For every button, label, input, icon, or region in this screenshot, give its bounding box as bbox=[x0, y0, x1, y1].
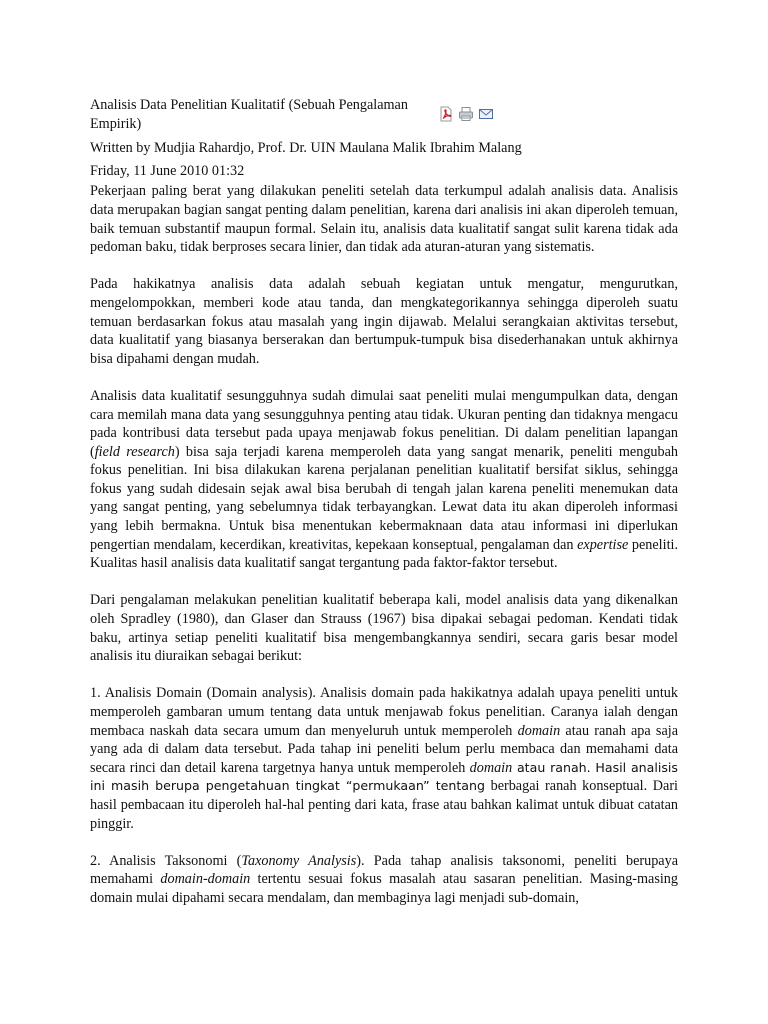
email-icon[interactable] bbox=[478, 106, 494, 122]
paragraph-6-text-e: tertentu sesuai fokus masalah atau sasaran penelitian. Masing-masing domain mulai dipahami secara mendalam, dan membaginya lagi menjadi sub-domain, bbox=[90, 871, 678, 906]
article-date: Friday, 11 June 2010 01:32 bbox=[90, 162, 245, 179]
paragraph-6-italic-taxonomy: Taxonomy Analysis bbox=[241, 852, 357, 869]
paragraph-3-italic-expertise: expertise bbox=[577, 536, 629, 553]
paragraph-6-text-c: ). Pada tahap analisis taksonomi, peneliti berupaya memahami bbox=[90, 852, 678, 888]
article-header bbox=[90, 96, 678, 133]
paragraph-5 bbox=[90, 684, 678, 833]
paragraph-5-text-a: 1. Analisis Domain (Domain analysis). Analisis domain pada hakikatnya adalah upaya peneliti untuk memperoleh gambaran umum tentang data untuk menjawab fokus penelitian. Caranya ialah dengan membaca naskah data secara umum dan menyeluruh untuk memperoleh bbox=[90, 685, 678, 739]
article-title-line2: Empirik) bbox=[90, 115, 142, 132]
paragraph-5-italic-domain-1: domain bbox=[517, 722, 561, 739]
paragraph-5-italic-domain-2: domain bbox=[469, 759, 513, 776]
article-title bbox=[90, 96, 435, 133]
paragraph-3-italic-field-research: field research bbox=[94, 443, 175, 460]
print-icon[interactable] bbox=[458, 106, 474, 122]
paragraph-1: Pekerjaan paling berat yang dilakukan peneliti setelah data terkumpul adalah analisis data. Analisis data merupakan bagian sangat penting dalam penelitian, karena dari analisis ini akan diperoleh temuan, baik temuan substantif maupun formal. Selain itu, analisis data kualitatif sangat sulit karena tidak ada pedoman baku, tidak berproses secara linier, dan tidak ada aturan-aturan yang sistematis. bbox=[90, 183, 678, 256]
pdf-icon[interactable] bbox=[438, 106, 454, 122]
paragraph-3-text-e: peneliti. Kualitas hasil analisis data kualitatif sangat tergantung pada faktor-faktor tersebut. bbox=[90, 536, 678, 572]
paragraph-3 bbox=[90, 387, 678, 573]
document-actions bbox=[438, 106, 494, 122]
paragraph-5-text-c: atau ranah apa saja yang ada di dalam data tersebut. Pada tahap ini peneliti belum perlu membaca dan memahami data secara rinci dan detail karena targetnya hanya untuk memperoleh bbox=[90, 722, 678, 776]
paragraph-3-text-c: ) bisa saja terjadi karena memperoleh data yang sangat menarik, peneliti mengubah fokus penelitian. Ini bisa dilakukan karena perjalanan penelitian kualitatif bersifat siklus, sehingga fokus yang sudah didesain sejak awal bisa berubah di tengah jalan karena peneliti menemukan data yang sangat penting, yang sebelumnya tidak terbayangkan. Lewat data itu akan diperoleh informasi yang lebih bermakna. Untuk bisa menentukan kebermaknaan data atau informasi ini diperlukan pengertian mendalam, kecerdikan, kreativitas, kepekaan konseptual, pengalaman dan bbox=[90, 443, 678, 553]
paragraph-5-text-f: berbagai ranah konseptual. Dari hasil pembacaan itu diperoleh hal-hal penting dari kata, frase atau bahkan kalimat untuk dibuat catatan pinggir. bbox=[90, 778, 678, 832]
paragraph-6-text-a: 2. Analisis Taksonomi ( bbox=[90, 852, 242, 869]
article bbox=[90, 96, 678, 908]
paragraph-4: Dari pengalaman melakukan penelitian kualitatif beberapa kali, model analisis data yang dikenalkan oleh Spradley (1980), dan Glaser dan Strauss (1967) bisa dipakai sebagai pedoman. Kendati tidak baku, artinya setiap peneliti kualitatif bisa mengembangkannya sendiri, secara garis besar model analisis itu diuraikan sebagai berikut: bbox=[90, 592, 678, 665]
paragraph-6-italic-domain-domain: domain-domain bbox=[160, 871, 251, 888]
paragraph-5-sans-text: atau ranah. Hasil analisis ini masih berupa pengetahuan tingkat “permukaan” tentang bbox=[90, 759, 678, 794]
article-title-line1: Analisis Data Penelitian Kualitatif (Sebuah Pengalaman bbox=[90, 97, 408, 113]
paragraph-2: Pada hakikatnya analisis data adalah sebuah kegiatan untuk mengatur, mengurutkan, mengelompokkan, memberi kode atau tanda, dan mengkategorikannya sehingga diperoleh suatu temuan berdasarkan fokus atau masalah yang ingin dijawab. Melalui serangkaian aktivitas tersebut, data kualitatif yang biasanya berserakan dan bertumpuk-tumpuk bisa disederhanakan untuk akhirnya bisa dipahami dengan mudah. bbox=[90, 276, 678, 367]
paragraph-6 bbox=[90, 852, 678, 908]
paragraph-3-text-a: Analisis data kualitatif sesungguhnya sudah dimulai saat peneliti mulai mengumpulkan data, dengan cara memilah mana data yang sesungguhnya penting atau tidak. Ukuran penting dan tidaknya mengacu pada kontribusi data tersebut pada upaya menjawab fokus penelitian. Di dalam penelitian lapangan ( bbox=[90, 387, 678, 460]
article-author: Written by Mudjia Rahardjo, Prof. Dr. UIN Maulana Malik Ibrahim Malang bbox=[90, 140, 522, 157]
